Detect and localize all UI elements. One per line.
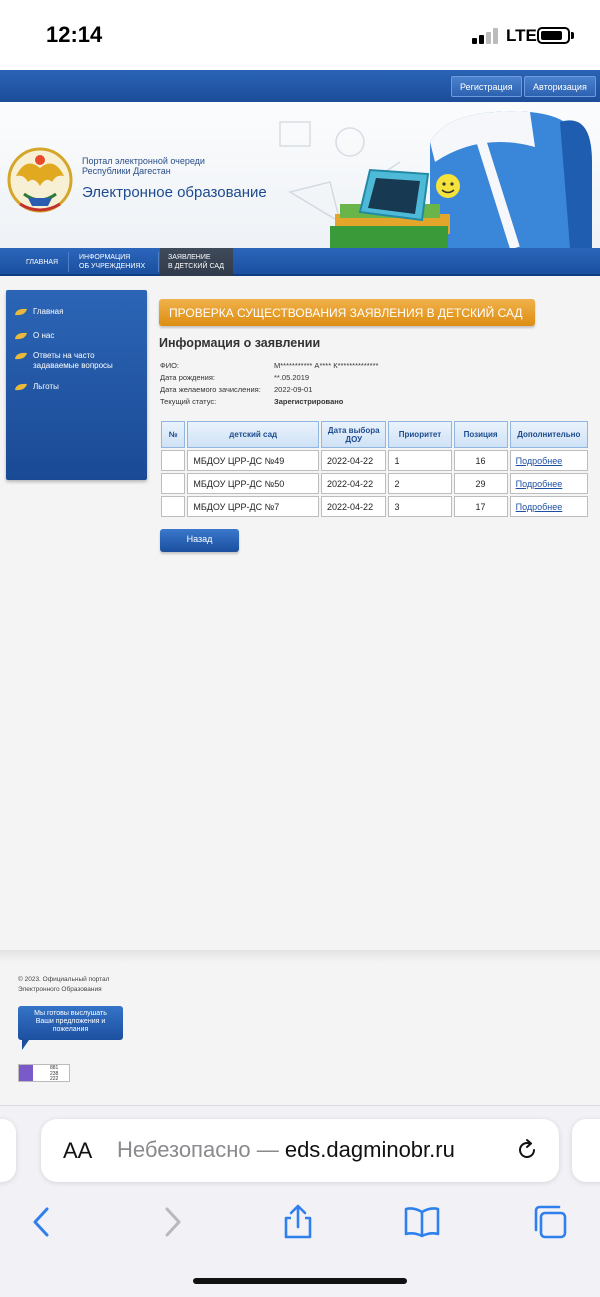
- dagestan-emblem-icon: [6, 146, 74, 216]
- reader-options-button[interactable]: AA: [63, 1138, 93, 1163]
- field-value-birthdate: **.05.2019: [274, 373, 310, 382]
- cell-position: 29: [454, 473, 508, 494]
- leaf-icon: [14, 307, 28, 317]
- nav-item-institutions[interactable]: [71, 248, 153, 276]
- home-indicator: [193, 1278, 407, 1284]
- field-label-desired-date: Дата желаемого зачисления:: [160, 385, 261, 394]
- page-title: ПРОВЕРКА СУЩЕСТВОВАНИЯ ЗАЯВЛЕНИЯ В ДЕТСКИЙ САД: [169, 306, 523, 320]
- browser-toolbar: [0, 1105, 600, 1297]
- sidebar-item-label: Главная: [33, 307, 64, 316]
- nav-item-label: ЗАЯВЛЕНИЕ В ДЕТСКИЙ САД: [168, 254, 224, 270]
- sidebar-item-about[interactable]: [14, 331, 54, 341]
- cell-kindergarten: МБДОУ ЦРР-ДС №50: [187, 473, 319, 494]
- nav-item-label: ИНФОРМАЦИЯ ОБ УЧРЕЖДЕНИЯХ: [79, 254, 146, 270]
- footer-divider: [0, 950, 600, 962]
- forward-chevron-icon[interactable]: [154, 1204, 190, 1240]
- sidebar-item-label: Льготы: [33, 382, 59, 391]
- register-button[interactable]: Регистрация: [451, 76, 522, 97]
- cell-date: 2022-04-22: [321, 496, 386, 517]
- field-label-birthdate: Дата рождения:: [160, 373, 215, 382]
- cell-position: 17: [454, 496, 508, 517]
- column-header-priority: Приоритет: [388, 421, 451, 448]
- cell-priority: 1: [388, 450, 451, 471]
- site-topbar: [0, 70, 600, 102]
- previous-tab-peek[interactable]: [0, 1119, 16, 1182]
- leaf-icon: [14, 331, 28, 341]
- visit-counter-widget[interactable]: [18, 1064, 70, 1082]
- details-link[interactable]: Подробнее: [515, 501, 563, 512]
- cell-number: [161, 450, 185, 471]
- bookmarks-icon[interactable]: [404, 1204, 440, 1240]
- sidebar-item-label: Ответы на часто задаваемые вопросы: [33, 351, 113, 370]
- sidebar-item-label: О нас: [33, 331, 55, 340]
- column-header-date: Дата выбора ДОУ: [321, 421, 386, 448]
- status-time: 12:14: [46, 22, 103, 47]
- cell-kindergarten: МБДОУ ЦРР-ДС №49: [187, 450, 319, 471]
- sidebar-item-home[interactable]: [14, 307, 63, 317]
- sidebar-menu: [6, 290, 147, 480]
- cell-number: [161, 496, 185, 517]
- address-bar[interactable]: [41, 1119, 559, 1182]
- cell-position: 16: [454, 450, 508, 471]
- table-row: [161, 473, 588, 494]
- leaf-icon: [14, 382, 28, 392]
- page-title-banner: [159, 299, 535, 326]
- insecure-label: Небезопасно —: [117, 1137, 285, 1162]
- feedback-button[interactable]: Мы готовы выслушать Ваши предложения и пожелания: [18, 1006, 123, 1040]
- login-button[interactable]: Авторизация: [524, 76, 596, 97]
- counter-logo-icon: [19, 1065, 33, 1081]
- nav-item-label: ГЛАВНАЯ: [26, 258, 59, 266]
- sidebar-item-benefits[interactable]: [14, 382, 59, 392]
- column-header-kindergarten: детский сад: [187, 421, 319, 448]
- next-tab-peek[interactable]: [572, 1119, 600, 1182]
- url-domain: eds.dagminobr.ru: [284, 1137, 455, 1162]
- column-header-number: №: [161, 421, 185, 448]
- nav-item-kindergarten-application[interactable]: [160, 248, 233, 276]
- details-link[interactable]: Подробнее: [515, 455, 563, 466]
- school-backpack-illustration: [330, 102, 600, 248]
- cell-priority: 3: [388, 496, 451, 517]
- leaf-icon: [14, 351, 28, 361]
- tabs-icon[interactable]: [532, 1204, 568, 1240]
- cellular-signal-icon: [472, 28, 500, 44]
- info-section-title: Информация о заявлении: [159, 336, 321, 350]
- portal-title: Электронное образование: [82, 184, 267, 201]
- url-display[interactable]: [117, 1137, 507, 1163]
- battery-icon: [537, 27, 570, 44]
- field-value-fio: М*********** А**** К**************: [274, 361, 379, 370]
- network-type: LTE: [506, 26, 537, 45]
- table-header-row: [161, 421, 588, 448]
- field-label-fio: ФИО:: [160, 361, 180, 370]
- details-link[interactable]: Подробнее: [515, 478, 563, 489]
- cell-date: 2022-04-22: [321, 450, 386, 471]
- reload-icon[interactable]: [515, 1138, 539, 1162]
- table-row: [161, 450, 588, 471]
- field-label-status: Текущий статус:: [160, 397, 217, 406]
- cell-kindergarten: МБДОУ ЦРР-ДС №7: [187, 496, 319, 517]
- column-header-position: Позиция: [454, 421, 508, 448]
- back-chevron-icon[interactable]: [24, 1204, 60, 1240]
- portal-subtitle-line1: Портал электронной очереди: [82, 156, 205, 166]
- main-navigation: [0, 248, 600, 276]
- cell-date: 2022-04-22: [321, 473, 386, 494]
- column-header-more: Дополнительно: [510, 421, 588, 448]
- ios-status-bar: [0, 0, 600, 70]
- table-row: [161, 496, 588, 517]
- back-button[interactable]: Назад: [160, 529, 239, 552]
- nav-item-home[interactable]: [18, 248, 66, 276]
- cell-priority: 2: [388, 473, 451, 494]
- sidebar-item-faq[interactable]: [14, 351, 113, 371]
- cell-number: [161, 473, 185, 494]
- footer-copyright: © 2023. Официальный портал Электронного Образования: [18, 976, 110, 993]
- counter-values: 881 238 222: [50, 1065, 59, 1082]
- field-value-status: Зарегистрировано: [274, 397, 344, 406]
- speech-bubble-tail-icon: [22, 1040, 29, 1050]
- applications-table: [159, 419, 590, 519]
- site-header-banner: [0, 102, 600, 248]
- field-value-desired-date: 2022-09-01: [274, 385, 313, 394]
- share-icon[interactable]: [280, 1204, 316, 1240]
- portal-subtitle-line2: Республики Дагестан: [82, 166, 171, 176]
